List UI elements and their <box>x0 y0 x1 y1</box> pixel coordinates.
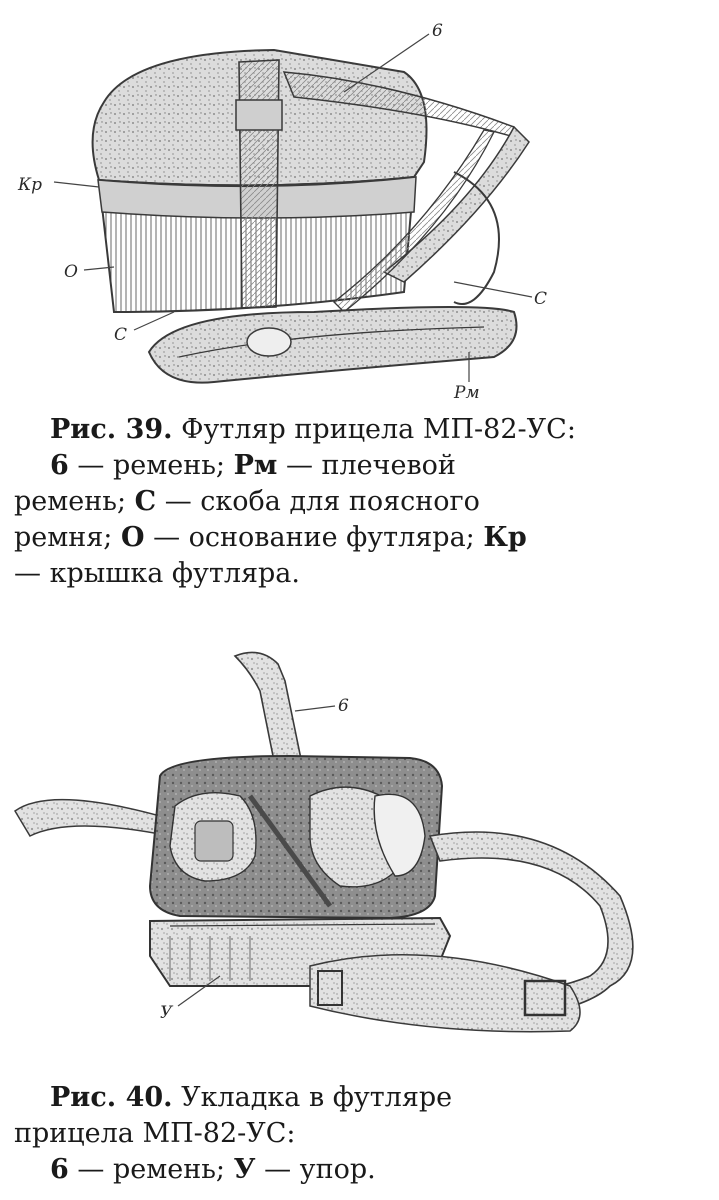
caption-39-line-4 <box>14 520 704 556</box>
caption-text: — упор. <box>255 1154 376 1185</box>
caption-39-line-3 <box>14 484 704 520</box>
caption-text: ремень; <box>14 486 135 517</box>
caption-key: Кр <box>483 522 527 553</box>
label-strap: 6 <box>432 21 443 41</box>
caption-text: — скоба для поясного <box>156 486 480 517</box>
label-bracket-right: С <box>534 289 548 309</box>
caption-key: С <box>134 486 157 517</box>
caption-key: У <box>233 1154 256 1185</box>
caption-39-line-5 <box>14 556 704 592</box>
caption-39-line-1 <box>14 412 704 448</box>
caption-key: 6 <box>50 1154 69 1185</box>
label-stop: У <box>160 1003 173 1023</box>
label-bracket-left: С <box>114 325 128 345</box>
caption-key: 6 <box>50 450 69 481</box>
figure-number: Рис. 39. <box>50 414 173 445</box>
figure-40-illustration <box>10 636 660 1074</box>
caption-key: Рм <box>233 450 278 481</box>
label-base: О <box>64 262 78 282</box>
caption-text: — основание футляра; <box>144 522 484 553</box>
caption-text: — ремень; <box>68 1154 234 1185</box>
caption-key: О <box>120 522 145 553</box>
caption-39-line-2 <box>14 448 704 484</box>
figure-40-caption <box>14 1080 704 1188</box>
case-packing-drawing <box>10 636 660 1074</box>
label-lid: Кр <box>18 175 43 195</box>
caption-text: — плечевой <box>277 450 456 481</box>
caption-40-line-3 <box>14 1152 704 1188</box>
label-shoulder-strap: Рм <box>454 383 480 402</box>
caption-text: Футляр прицела МП-82-УС: <box>172 414 576 445</box>
caption-40-line-2 <box>14 1116 704 1152</box>
figure-39-caption <box>14 412 704 592</box>
figure-39-illustration <box>14 12 574 402</box>
sight-case-drawing <box>14 12 574 402</box>
caption-text: — ремень; <box>68 450 234 481</box>
caption-text: ремня; <box>14 522 121 553</box>
caption-text: — крышка футляра. <box>14 558 300 589</box>
figure-number: Рис. 40. <box>50 1082 173 1113</box>
caption-text: прицела МП-82-УС: <box>14 1118 296 1149</box>
caption-text: Укладка в футляре <box>172 1082 453 1113</box>
caption-40-line-1 <box>14 1080 704 1116</box>
label-strap: 6 <box>338 696 349 716</box>
